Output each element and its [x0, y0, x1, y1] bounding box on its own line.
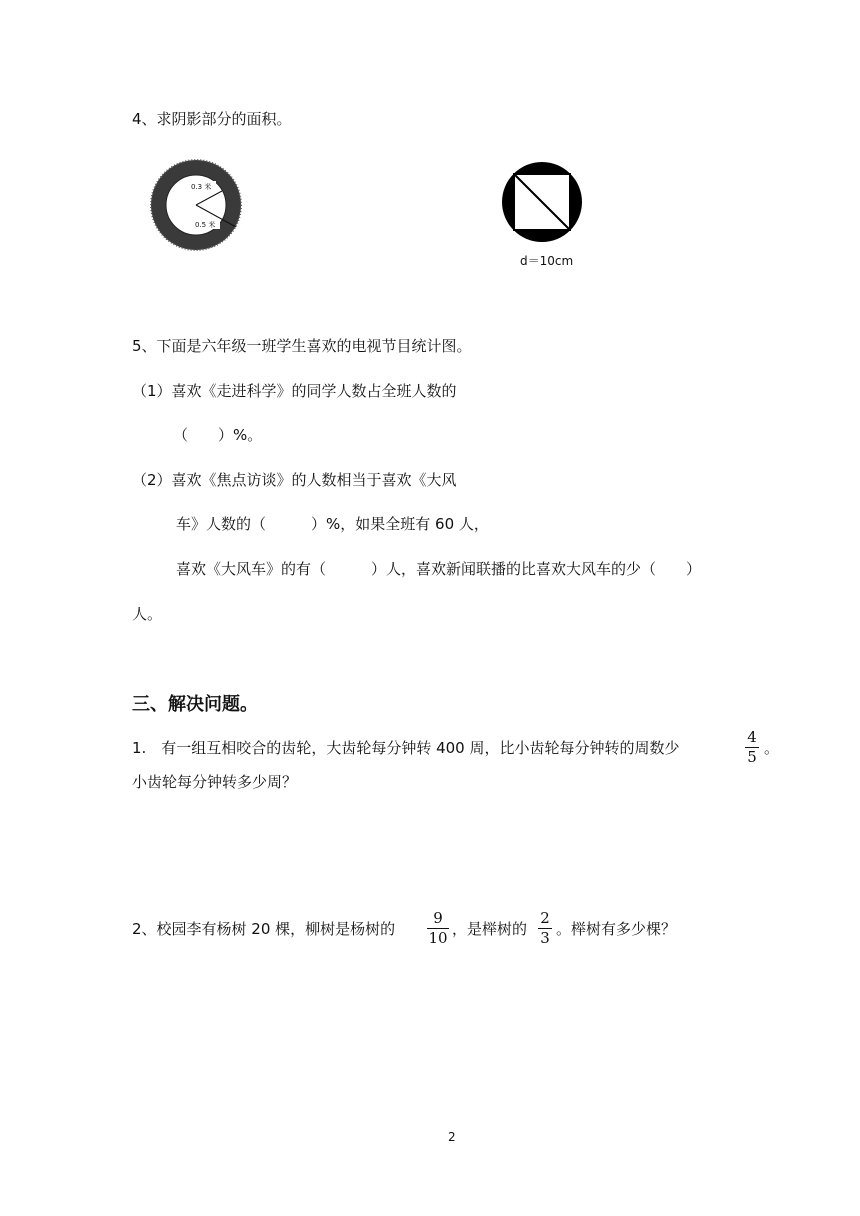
problem2-frac2-numerator: 2 — [540, 909, 550, 927]
problem2-frac1-denominator: 10 — [428, 929, 448, 947]
problem1-line2: 小齿轮每分钟转多少周？ — [132, 773, 298, 791]
problem1-line1: 1. 有一组互相咬合的齿轮，大齿轮每分钟转 400 周，比小齿轮每分钟转的周数少 — [132, 739, 680, 757]
inner-radius-label: 0.3 米 — [191, 183, 212, 191]
page-number: 2 — [448, 1130, 456, 1144]
q5-part2-line4: 人。 — [132, 605, 163, 623]
problem2-fraction1 — [427, 910, 449, 947]
diameter-caption: d＝10cm — [520, 254, 574, 268]
problem2-part2: ，是榉树的 — [452, 920, 528, 938]
problem1-fraction — [745, 729, 759, 766]
q5-part2-line3: 喜欢《大风车》的有（ ）人，喜欢新闻联播的比喜欢大风车的少（ ） — [176, 560, 702, 578]
problem2-part3: 。榉树有多少棵？ — [556, 920, 677, 938]
problem1-frac-numerator: 4 — [747, 728, 757, 746]
circle-square-figure — [500, 160, 584, 244]
q5-title: 5、下面是六年级一班学生喜欢的电视节目统计图。 — [132, 337, 472, 355]
q4-title: 4、求阴影部分的面积。 — [132, 110, 292, 128]
q5-part2-line2: 车》人数的（ ）%，如果全班有 60 人， — [176, 515, 489, 533]
problem1-line1-end: 。 — [764, 739, 780, 757]
shaded-ring-figure — [140, 155, 252, 255]
section3-heading: 三、解决问题。 — [132, 694, 258, 715]
q5-part1-line2: （ ）%。 — [173, 426, 263, 444]
problem2-fraction2 — [538, 910, 552, 947]
problem2-frac2-denominator: 3 — [540, 929, 550, 947]
q5-part1-line1: （1）喜欢《走进科学》的同学人数占全班人数的 — [132, 382, 457, 400]
problem2-part1: 2、校园李有杨树 20 棵，柳树是杨树的 — [132, 920, 396, 938]
q5-part2-line1: （2）喜欢《焦点访谈》的人数相当于喜欢《大风 — [132, 471, 457, 489]
outer-radius-label: 0.5 米 — [195, 221, 216, 229]
problem2-frac1-numerator: 9 — [433, 909, 443, 927]
problem1-frac-denominator: 5 — [747, 748, 757, 766]
